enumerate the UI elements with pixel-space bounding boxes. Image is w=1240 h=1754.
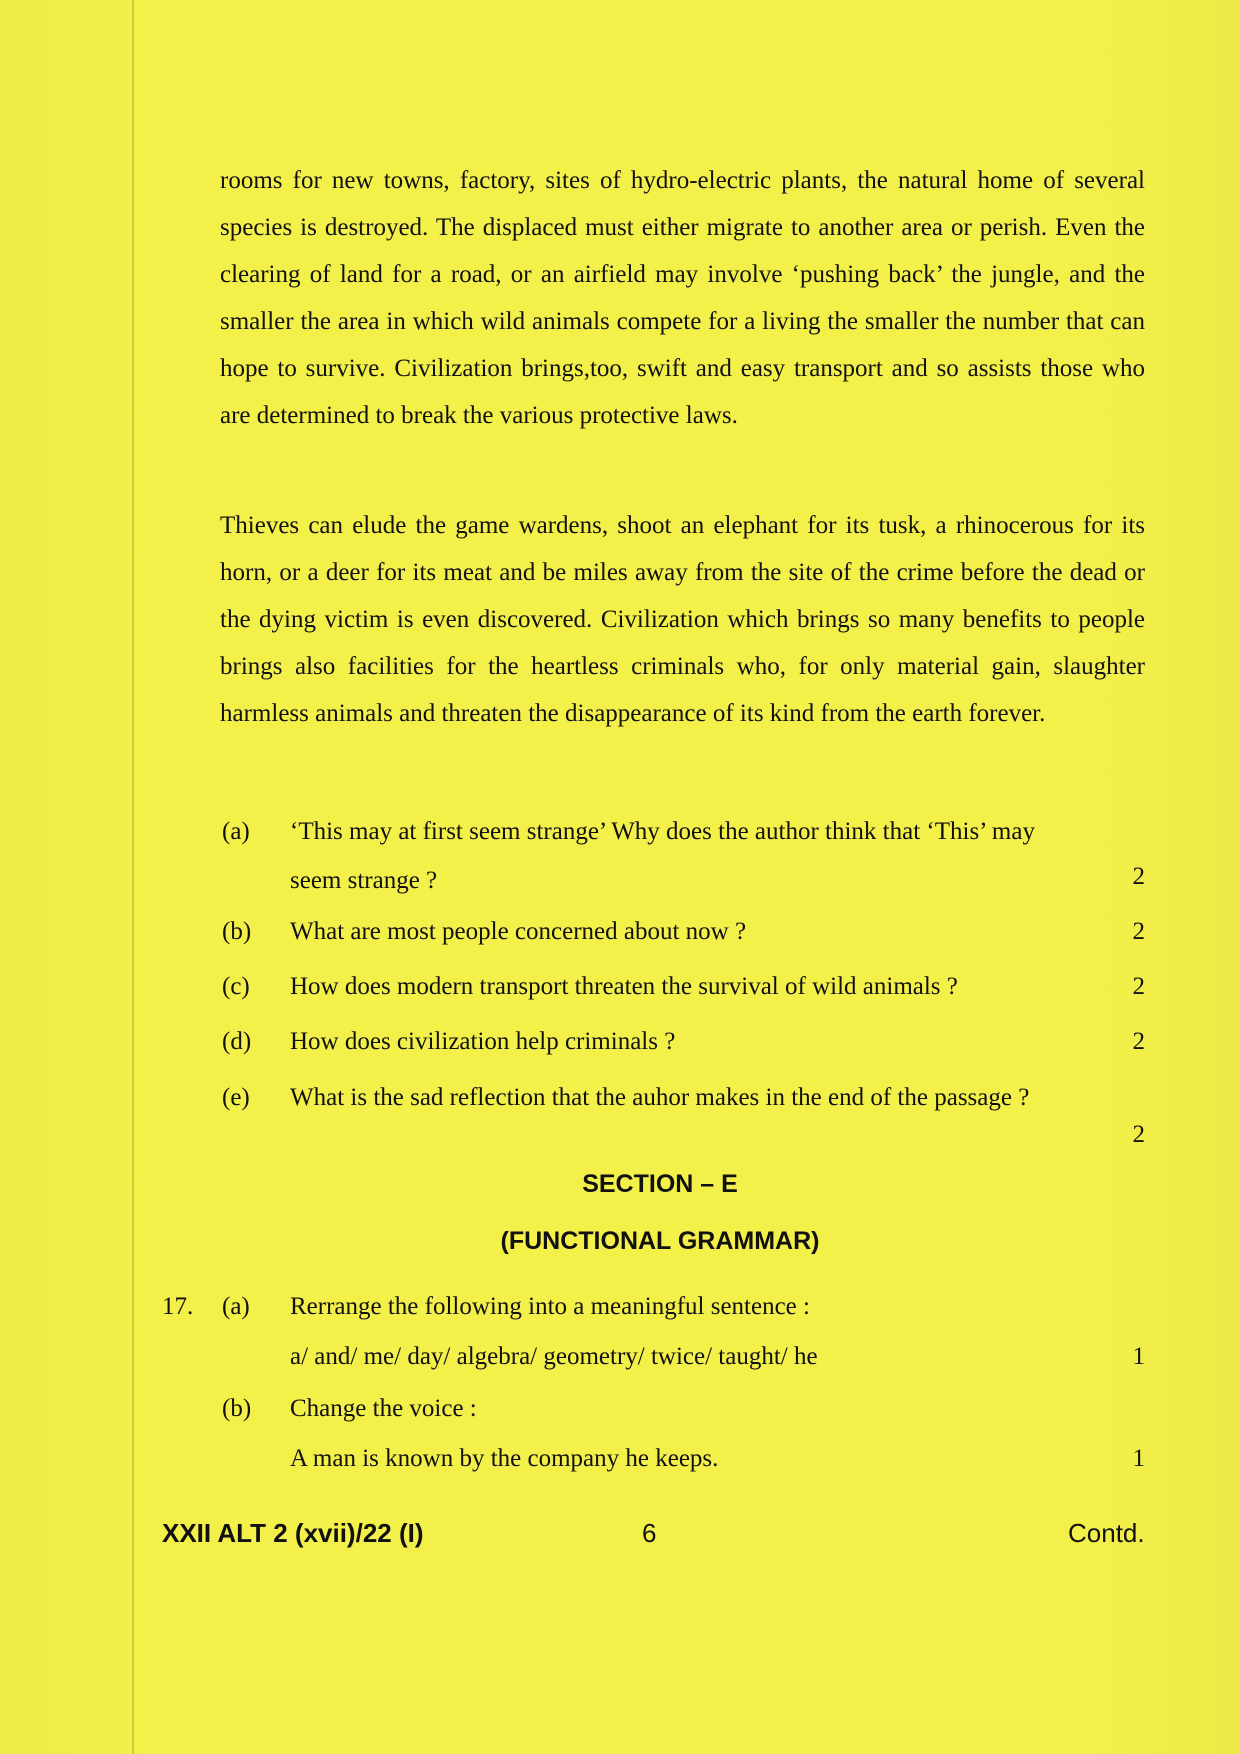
passage-paragraph-2: Thieves can elude the game wardens, shoot an elephant for its tusk, a rhinocerous for its horn, or a deer for its meat and be miles away from the site of the crime before the dead or the dying victim is even discovered. Civilization which brings so many benefits to people brings also facilities for the heartless criminals who, for only material gain, slaughter harmless animals and threaten the disappearance of its kind from the earth forever. (220, 512, 1145, 727)
page-number: 6 (642, 1518, 657, 1548)
question-instruction: Rerrange the following into a meaningful sentence : (290, 1293, 810, 1320)
question-text: ‘This may at first seem strange’ Why does the author think that ‘This’ may (290, 818, 1035, 845)
margin-line (132, 0, 134, 1754)
question-marks: 2 (1132, 918, 1145, 945)
question-text: How does modern transport threaten the survival of wild animals ? (290, 973, 958, 1000)
passage-paragraph-1: rooms for new towns, factory, sites of hydro-electric plants, the natural home of several species is destroyed. The displaced must either migrate to another area or perish. Even the clearing of land for a road, or an airfield may involve ‘pushing back’ the jungle, and the smaller the area in which wild animals compete for a living the smaller the number that can hope to survive. Civilization brings,too, swift and easy transport and so assists those who are determined to break the various protective laws. (220, 167, 1145, 429)
question-text: What are most people concerned about now ? (290, 918, 747, 945)
paper-code: XXII ALT 2 (xvii)/22 (I) (162, 1518, 424, 1548)
question-instruction: Change the voice : (290, 1395, 477, 1422)
question-label: (a) (222, 818, 250, 845)
continued-label: Contd. (1068, 1518, 1145, 1548)
question-label: (b) (222, 1395, 252, 1422)
question-text-cont: seem strange ? (290, 867, 438, 894)
question-label: (e) (222, 1084, 250, 1111)
question-label: (a) (222, 1293, 250, 1320)
question-label: (d) (222, 1028, 252, 1055)
question-marks: 2 (1132, 1121, 1145, 1148)
question-content: a/ and/ me/ day/ algebra/ geometry/ twice/ taught/ he (290, 1343, 818, 1370)
question-marks: 2 (1132, 973, 1145, 1000)
question-content: A man is known by the company he keeps. (290, 1445, 719, 1472)
section-subheading: (FUNCTIONAL GRAMMAR) (500, 1227, 820, 1255)
question-number: 17. (162, 1293, 194, 1320)
question-marks: 1 (1132, 1343, 1145, 1370)
question-text: What is the sad reflection that the auhor makes in the end of the passage ? (290, 1084, 1030, 1111)
question-marks: 1 (1132, 1445, 1145, 1472)
section-heading: SECTION – E (582, 1170, 738, 1198)
question-label: (c) (222, 973, 250, 1000)
question-marks: 2 (1132, 1028, 1145, 1055)
question-label: (b) (222, 918, 252, 945)
question-text: How does civilization help criminals ? (290, 1028, 676, 1055)
question-marks: 2 (1132, 863, 1145, 890)
